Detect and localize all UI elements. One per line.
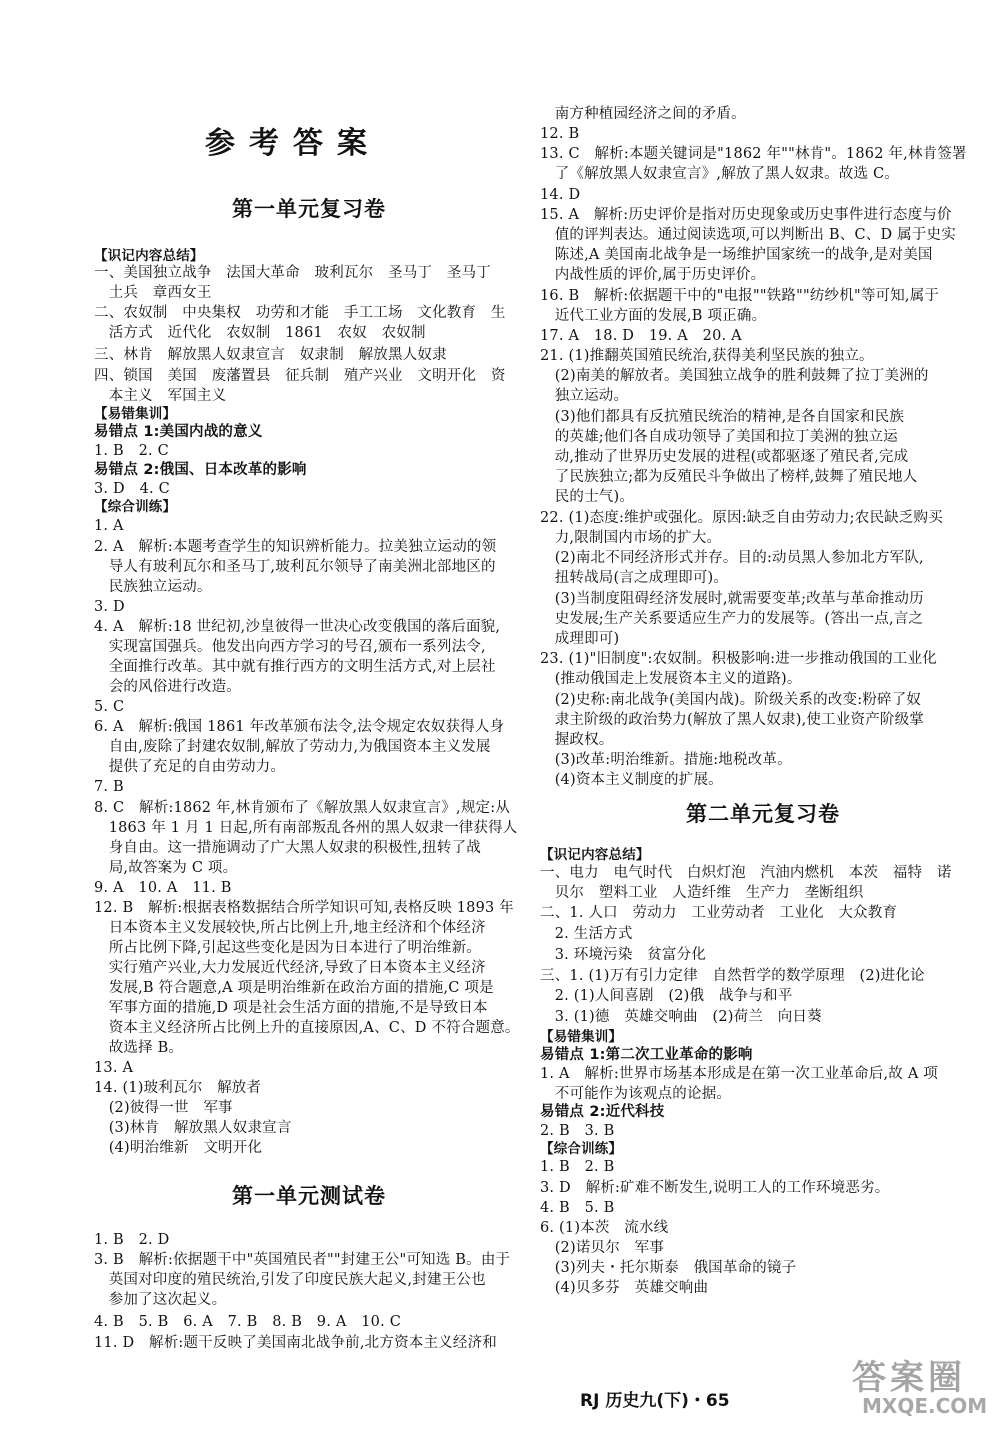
text-line: 全面推行改革。其中就有推行西方的文明生活方式,对上层社 bbox=[94, 659, 496, 675]
text-line: 局,故答案为 C 项。 bbox=[94, 860, 238, 876]
section-title: 第一单元测试卷 bbox=[232, 1184, 386, 1208]
text-line: 自由,废除了封建农奴制,解放了劳动力,为俄国资本主义发展 bbox=[94, 739, 491, 755]
subsection-label: 【易错集训】 bbox=[94, 406, 177, 422]
text-line: 南方种植园经济之间的矛盾。 bbox=[540, 106, 746, 122]
text-line: (3)他们都具有反抗殖民统治的精神,是各自国家和民族 bbox=[540, 409, 905, 425]
text-line: 了民族独立;都为反殖民斗争做出了榜样,鼓舞了殖民地人 bbox=[540, 469, 918, 485]
text-line: 一、美国独立战争 法国大革命 玻利瓦尔 圣马丁 圣马丁 bbox=[94, 265, 491, 281]
text-line: 史发展;生产关系要适应生产力的发展等。(答出一点,言之 bbox=[540, 611, 924, 627]
text-line: 4. B 5. B 6. A 7. B 8. B 9. A 10. C bbox=[94, 1314, 401, 1330]
text-line: (2)彼得一世 军事 bbox=[94, 1100, 233, 1116]
text-line: 成理即可) bbox=[540, 631, 620, 647]
text-line: 值的评判表达。通过阅读选项,可以判断出 B、C、D 属于史实 bbox=[540, 227, 956, 243]
text-line: 不可能作为该观点的论据。 bbox=[540, 1086, 732, 1102]
text-line: 土兵 章西女王 bbox=[94, 285, 212, 301]
text-line: 贝尔 塑料工业 人造纤维 生产力 垄断组织 bbox=[540, 885, 864, 901]
text-line: 1. A 解析:世界市场基本形成是在第一次工业革命后,故 A 项 bbox=[540, 1066, 938, 1082]
text-line: 12. B 解析:根据表格数据结合所学知识可知,表格反映 1893 年 bbox=[94, 900, 514, 916]
text-line: 1. A bbox=[94, 518, 124, 534]
text-line: 12. B bbox=[540, 126, 580, 142]
text-line: (3)列夫・托尔斯泰 俄国革命的镜子 bbox=[540, 1260, 797, 1276]
text-line: 资本主义经济所占比例上升的直接原因,A、C、D 不符合题意。 bbox=[94, 1020, 520, 1036]
watermark-text: 答案圈 bbox=[852, 1358, 966, 1398]
text-line: 3. B 解析:依据题干中"英国殖民者""封建王公"可知选 B。由于 bbox=[94, 1252, 511, 1268]
subsection-label: 【综合训练】 bbox=[94, 499, 177, 515]
text-line: (3)当制度阻碍经济发展时,就需要变革;改革与革命推动历 bbox=[540, 591, 924, 607]
text-line: 力,限制国内市场的扩大。 bbox=[540, 530, 722, 546]
text-line: 15. A 解析:历史评价是指对历史现象或历史事件进行态度与价 bbox=[540, 207, 952, 223]
text-line: 参加了这次起义。 bbox=[94, 1292, 227, 1308]
error-point-label: 易错点 1:美国内战的意义 bbox=[94, 424, 263, 440]
text-line: 22. (1)态度:维护或强化。原因:缺乏自由劳动力;农民缺乏购买 bbox=[540, 510, 943, 526]
text-line: 13. A bbox=[94, 1060, 134, 1076]
text-line: 3. 环境污染 贫富分化 bbox=[540, 947, 707, 963]
text-line: 23. (1)"旧制度":农奴制。积极影响:进一步推动俄国的工业化 bbox=[540, 651, 937, 667]
error-point-label: 易错点 1:第二次工业革命的影响 bbox=[540, 1047, 753, 1063]
text-line: 会的风俗进行改造。 bbox=[94, 679, 241, 695]
subsection-label: 【易错集训】 bbox=[540, 1029, 623, 1045]
subsection-label: 【识记内容总结】 bbox=[94, 248, 204, 264]
text-line: 3. D 4. C bbox=[94, 481, 170, 497]
text-line: 导人有玻利瓦尔和圣马丁,玻利瓦尔领导了南美洲北部地区的 bbox=[94, 559, 496, 575]
text-line: 民族独立运动。 bbox=[94, 579, 212, 595]
text-line: 7. B bbox=[94, 779, 124, 795]
text-line: 了《解放黑人奴隶宣言》,解放了黑人奴隶。故选 C。 bbox=[540, 166, 900, 182]
text-line: 14. (1)玻利瓦尔 解放者 bbox=[94, 1080, 262, 1096]
text-line: 英国对印度的殖民统治,引发了印度民族大起义,封建王公也 bbox=[94, 1272, 486, 1288]
text-line: 3. D bbox=[94, 599, 125, 615]
text-line: 三、林肯 解放黑人奴隶宣言 奴隶制 解放黑人奴隶 bbox=[94, 347, 447, 363]
text-line: 4. B 5. B bbox=[540, 1200, 615, 1216]
text-line: 陈述,A 美国南北战争是一场维护国家统一的战争,是对美国 bbox=[540, 247, 933, 263]
text-line: 1. B 2. B bbox=[540, 1159, 615, 1175]
text-line: 2. 生活方式 bbox=[540, 926, 633, 942]
text-line: 故选择 B。 bbox=[94, 1040, 184, 1056]
watermark-url: MXQE.COM bbox=[862, 1394, 988, 1418]
text-line: 独立运动。 bbox=[540, 388, 629, 404]
text-line: (推动俄国走上发展资本主义的道路)。 bbox=[540, 671, 802, 687]
text-line: 2. B 3. B bbox=[540, 1123, 615, 1139]
text-line: (4)明治维新 文明开化 bbox=[94, 1140, 263, 1156]
text-line: 实现富国强兵。他发出向西方学习的号召,颁布一系列法令, bbox=[94, 639, 486, 655]
page-footer: RJ 历史九(下)・65 bbox=[580, 1391, 730, 1411]
text-line: 一、电力 电气时代 白炽灯泡 汽油内燃机 本茨 福特 诺 bbox=[540, 865, 952, 881]
text-line: 握政权。 bbox=[540, 732, 614, 748]
text-line: 隶主阶级的政治势力(解放了黑人奴隶),使工业资产阶级掌 bbox=[540, 712, 925, 728]
text-line: 2. (1)人间喜剧 (2)俄 战争与和平 bbox=[540, 988, 793, 1004]
text-line: 21. (1)推翻英国殖民统治,获得美利坚民族的独立。 bbox=[540, 348, 874, 364]
text-line: (4)贝多芬 英雄交响曲 bbox=[540, 1280, 709, 1296]
text-line: 四、锁国 美国 废藩置县 征兵制 殖产兴业 文明开化 资 bbox=[94, 368, 506, 384]
section-title: 第一单元复习卷 bbox=[232, 197, 386, 221]
text-line: 实行殖产兴业,大力发展近代经济,导致了日本资本主义经济 bbox=[94, 960, 486, 976]
text-line: 17. A 18. D 19. A 20. A bbox=[540, 328, 742, 344]
text-line: (2)诺贝尔 军事 bbox=[540, 1240, 665, 1256]
text-line: 14. D bbox=[540, 187, 581, 203]
main-title: 参考答案 bbox=[205, 126, 381, 161]
text-line: 扭转战局(言之成理即可)。 bbox=[540, 570, 729, 586]
text-line: 3. (1)德 英雄交响曲 (2)荷兰 向日葵 bbox=[540, 1009, 822, 1025]
text-line: 内战性质的评价,属于历史评价。 bbox=[540, 267, 766, 283]
text-line: 2. A 解析:本题考查学生的知识辨析能力。拉美独立运动的领 bbox=[94, 539, 497, 555]
text-line: 身自由。这一措施调动了广大黑人奴隶的积极性,扭转了战 bbox=[94, 840, 482, 856]
subsection-label: 【识记内容总结】 bbox=[540, 847, 650, 863]
section-title: 第二单元复习卷 bbox=[686, 802, 840, 826]
text-line: 1. B 2. D bbox=[94, 1232, 170, 1248]
text-line: 8. C 解析:1862 年,林肯颁布了《解放黑人奴隶宣言》,规定:从 bbox=[94, 800, 511, 816]
text-line: (3)林肯 解放黑人奴隶宣言 bbox=[94, 1120, 292, 1136]
text-line: 三、1. (1)万有引力定律 自然哲学的数学原理 (2)进化论 bbox=[540, 968, 925, 984]
text-line: 提供了充足的自由劳动力。 bbox=[94, 759, 286, 775]
error-point-label: 易错点 2:俄国、日本改革的影响 bbox=[94, 462, 307, 478]
text-line: 16. B 解析:依据题干中的"电报""铁路""纺纱机"等可知,属于 bbox=[540, 288, 940, 304]
text-line: 3. D 解析:矿难不断发生,说明工人的工作环境恶劣。 bbox=[540, 1180, 890, 1196]
text-line: 日本资本主义发展较快,所占比例上升,地主经济和个体经济 bbox=[94, 920, 486, 936]
text-line: 二、1. 人口 劳动力 工业劳动者 工业化 大众教育 bbox=[540, 905, 898, 921]
text-line: 军事方面的措施,D 项是社会生活方面的措施,不是导致日本 bbox=[94, 1000, 488, 1016]
text-line: 1. B 2. C bbox=[94, 443, 169, 459]
text-line: 的英雄;他们各自成功领导了美国和拉丁美洲的独立运 bbox=[540, 429, 898, 445]
text-line: 二、农奴制 中央集权 功劳和才能 手工工场 文化教育 生 bbox=[94, 305, 506, 321]
text-line: 11. D 解析:题干反映了美国南北战争前,北方资本主义经济和 bbox=[94, 1335, 497, 1351]
text-line: 近代工业方面的发展,B 项正确。 bbox=[540, 308, 767, 324]
text-line: 6. (1)本茨 流水线 bbox=[540, 1220, 669, 1236]
text-line: 民的士气)。 bbox=[540, 489, 635, 505]
text-line: 本主义 军国主义 bbox=[94, 388, 227, 404]
text-line: (4)资本主义制度的扩展。 bbox=[540, 772, 723, 788]
text-line: 发展,B 符合题意,A 项是明治维新在政治方面的措施,C 项是 bbox=[94, 980, 494, 996]
text-line: (2)南北不同经济形式并存。目的:动员黑人参加北方军队, bbox=[540, 550, 924, 566]
text-line: 9. A 10. A 11. B bbox=[94, 880, 232, 896]
subsection-label: 【综合训练】 bbox=[540, 1141, 623, 1157]
text-line: 动,推动了世界历史发展的进程(或都驱逐了殖民者,完成 bbox=[540, 449, 909, 465]
text-line: 13. C 解析:本题关键词是"1862 年""林肯"。1862 年,林肯签署 bbox=[540, 146, 967, 162]
watermark-logo bbox=[822, 1350, 988, 1420]
text-line: 所占比例下降,引起这些变化是因为日本进行了明治维新。 bbox=[94, 940, 482, 956]
text-line: 4. A 解析:18 世纪初,沙皇彼得一世决心改变俄国的落后面貌, bbox=[94, 619, 501, 635]
text-line: 1863 年 1 月 1 日起,所有南部叛乱各州的黑人奴隶一律获得人 bbox=[94, 820, 518, 836]
text-line: 活方式 近代化 农奴制 1861 农奴 农奴制 bbox=[94, 325, 426, 341]
text-line: (2)南美的解放者。美国独立战争的胜利鼓舞了拉丁美洲的 bbox=[540, 368, 929, 384]
text-line: (3)改革:明治维新。措施:地税改革。 bbox=[540, 752, 792, 768]
text-line: (2)史称:南北战争(美国内战)。阶级关系的改变:粉碎了奴 bbox=[540, 692, 922, 708]
text-line: 5. C bbox=[94, 699, 125, 715]
text-line: 6. A 解析:俄国 1861 年改革颁布法令,法令规定农奴获得人身 bbox=[94, 719, 505, 735]
error-point-label: 易错点 2:近代科技 bbox=[540, 1104, 665, 1120]
